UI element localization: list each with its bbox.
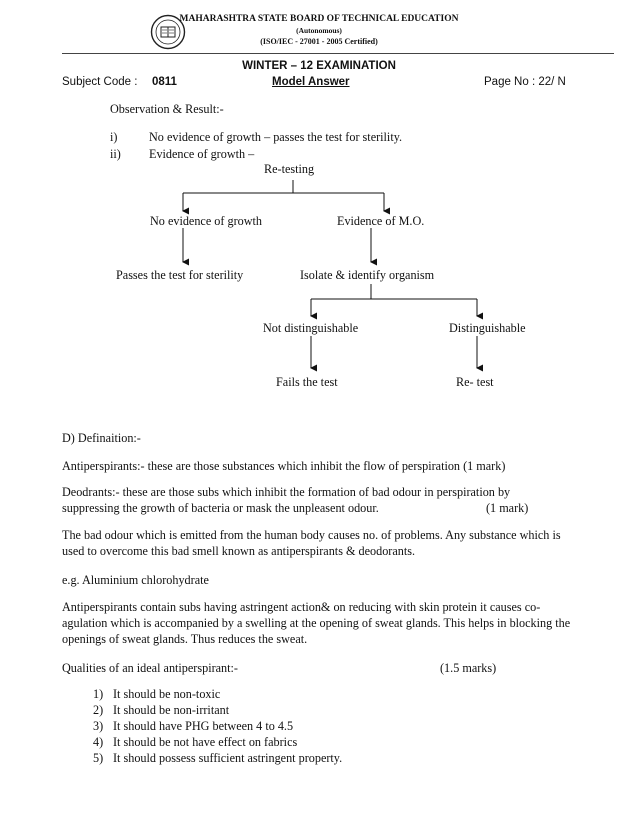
- deodrants-definition-line1: Deodrants:- these are those subs which inhibit the formation of bad odour in perspiration by: [62, 485, 511, 499]
- observation-item-num: ii): [110, 147, 121, 161]
- flow-fails: Fails the test: [276, 375, 338, 389]
- quality-num: 2): [93, 703, 104, 717]
- example-line: e.g. Aluminium chlorohydrate: [62, 573, 209, 587]
- flow-retest: Re- test: [456, 375, 494, 389]
- deodrants-mark: (1 mark): [486, 501, 529, 515]
- quality-text: It should be non-toxic: [113, 687, 221, 701]
- flow-no-evidence: No evidence of growth: [150, 214, 263, 228]
- flow-passes: Passes the test for sterility: [116, 268, 244, 282]
- definition-heading: D) Definaition:-: [62, 431, 141, 445]
- flow-evidence-mo: Evidence of M.O.: [337, 214, 425, 228]
- subject-code: 0811: [152, 76, 177, 88]
- flow-isolate: Isolate & identify organism: [300, 268, 435, 282]
- quality-num: 3): [93, 719, 104, 733]
- observation-item-text: No evidence of growth – passes the test for sterility.: [149, 130, 403, 144]
- subject-code-label: Subject Code :: [62, 76, 138, 88]
- board-title: MAHARASHTRA STATE BOARD OF TECHNICAL EDUCATION: [179, 14, 459, 24]
- observation-item-text: Evidence of growth –: [149, 147, 255, 161]
- quality-text: It should have PHG between 4 to 4.5: [113, 719, 294, 733]
- deodrants-definition-line2: suppressing the growth of bacteria or mask the unpleasent odour.: [62, 501, 379, 515]
- observation-item-num: i): [110, 130, 118, 144]
- autonomous-label: (Autonomous): [296, 26, 342, 35]
- quality-text: It should be non-irritant: [113, 703, 230, 717]
- flow-distinguishable: Distinguishable: [449, 321, 526, 335]
- exam-title: WINTER – 12 EXAMINATION: [242, 60, 396, 72]
- quality-text: It should possess sufficient astringent property.: [113, 751, 343, 765]
- observation-heading: Observation & Result:-: [110, 102, 224, 116]
- certification-label: (ISO/IEC - 27001 - 2005 Certified): [260, 37, 378, 46]
- quality-num: 1): [93, 687, 104, 701]
- quality-num: 4): [93, 735, 104, 749]
- flow-retesting: Re-testing: [264, 162, 315, 176]
- qualities-heading: Qualities of an ideal antiperspirant:-: [62, 661, 238, 675]
- flow-not-distinguishable: Not distinguishable: [263, 321, 359, 335]
- quality-num: 5): [93, 751, 104, 765]
- page-number: Page No : 22/ N: [484, 76, 566, 88]
- bad-odour-paragraph: The bad odour which is emitted from the human body causes no. of problems. Any substance which is used to overcome this bad smell known as antiperspirants & deodorants.: [62, 528, 561, 559]
- antiperspirants-definition: Antiperspirants:- these are those substances which inhibit the flow of perspiration (1 mark): [62, 459, 506, 473]
- model-answer-title: Model Answer: [272, 76, 350, 88]
- qualities-mark: (1.5 marks): [440, 661, 497, 675]
- astringent-paragraph: Antiperspirants contain subs having astringent action& on reducing with skin protein it causes co-agulation which is accompanied by a swelling at the opening of sweat glands. This helps in blocking the openings of sweat glands. Thus reduces the sweat.: [62, 600, 571, 647]
- quality-text: It should be not have effect on fabrics: [113, 735, 298, 749]
